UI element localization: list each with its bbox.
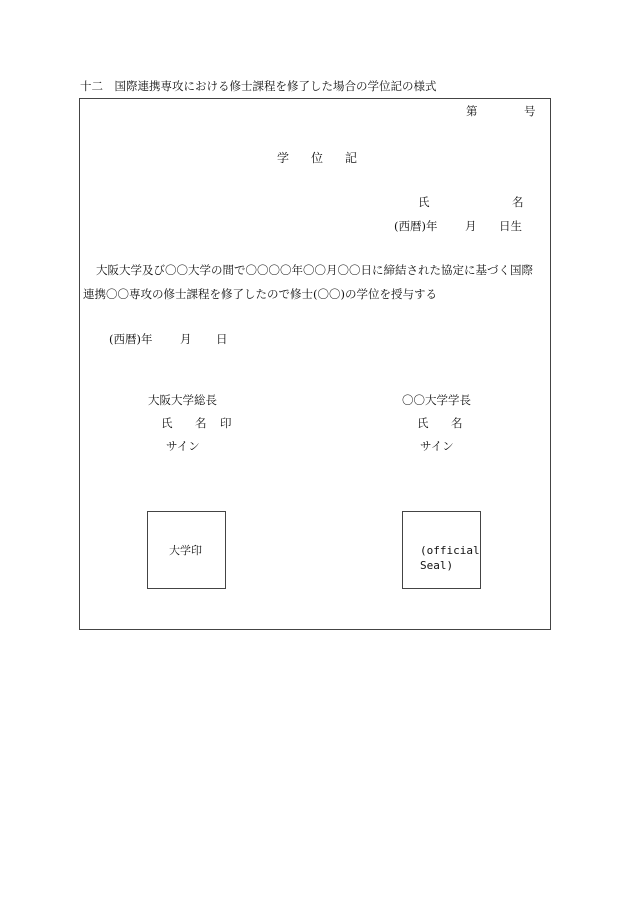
official-seal-label [420, 543, 480, 573]
award-date-era: (西暦)年 [109, 332, 153, 346]
official-seal-label-line-2: Seal) [420, 559, 454, 572]
recipient-name-char-1: 氏 [418, 195, 430, 209]
title-char-1: 学 [277, 151, 290, 165]
recipient-name-char-2: 名 [512, 195, 524, 209]
birth-month: 月 [465, 219, 477, 233]
title-char-2: 位 [311, 151, 324, 165]
birth-era: (西暦)年 [394, 219, 438, 233]
left-signatory-name-char-2: 名 [195, 416, 207, 430]
left-signatory-name-char-1: 氏 [161, 416, 173, 430]
number-prefix: 第 [466, 104, 478, 118]
page-heading: 十二 国際連携専攻における修士課程を修了した場合の学位記の様式 [80, 79, 437, 93]
body-line-1: 大阪大学及び〇〇大学の間で〇〇〇〇年〇〇月〇〇日に締結された協定に基づく国際 [96, 263, 533, 277]
birth-day: 日生 [499, 219, 522, 233]
right-signatory-sign: サイン [420, 439, 454, 453]
body-line-2: 連携〇〇専攻の修士課程を修了したので修士(〇〇)の学位を授与する [83, 287, 437, 301]
university-seal-label: 大学印 [169, 544, 202, 557]
official-seal-label-line-1: (official [420, 544, 480, 557]
award-date-month: 月 [180, 332, 192, 346]
award-date-day: 日 [216, 332, 228, 346]
right-signatory-name-char-1: 氏 [417, 416, 429, 430]
right-signatory-name-char-2: 名 [451, 416, 463, 430]
number-suffix: 号 [524, 104, 536, 118]
right-signatory-title: 〇〇大学学長 [402, 393, 471, 407]
left-signatory-title: 大阪大学総長 [148, 393, 217, 407]
left-signatory-sign: サイン [166, 439, 200, 453]
title-char-3: 記 [345, 151, 358, 165]
left-signatory-seal-mark: 印 [220, 416, 232, 430]
